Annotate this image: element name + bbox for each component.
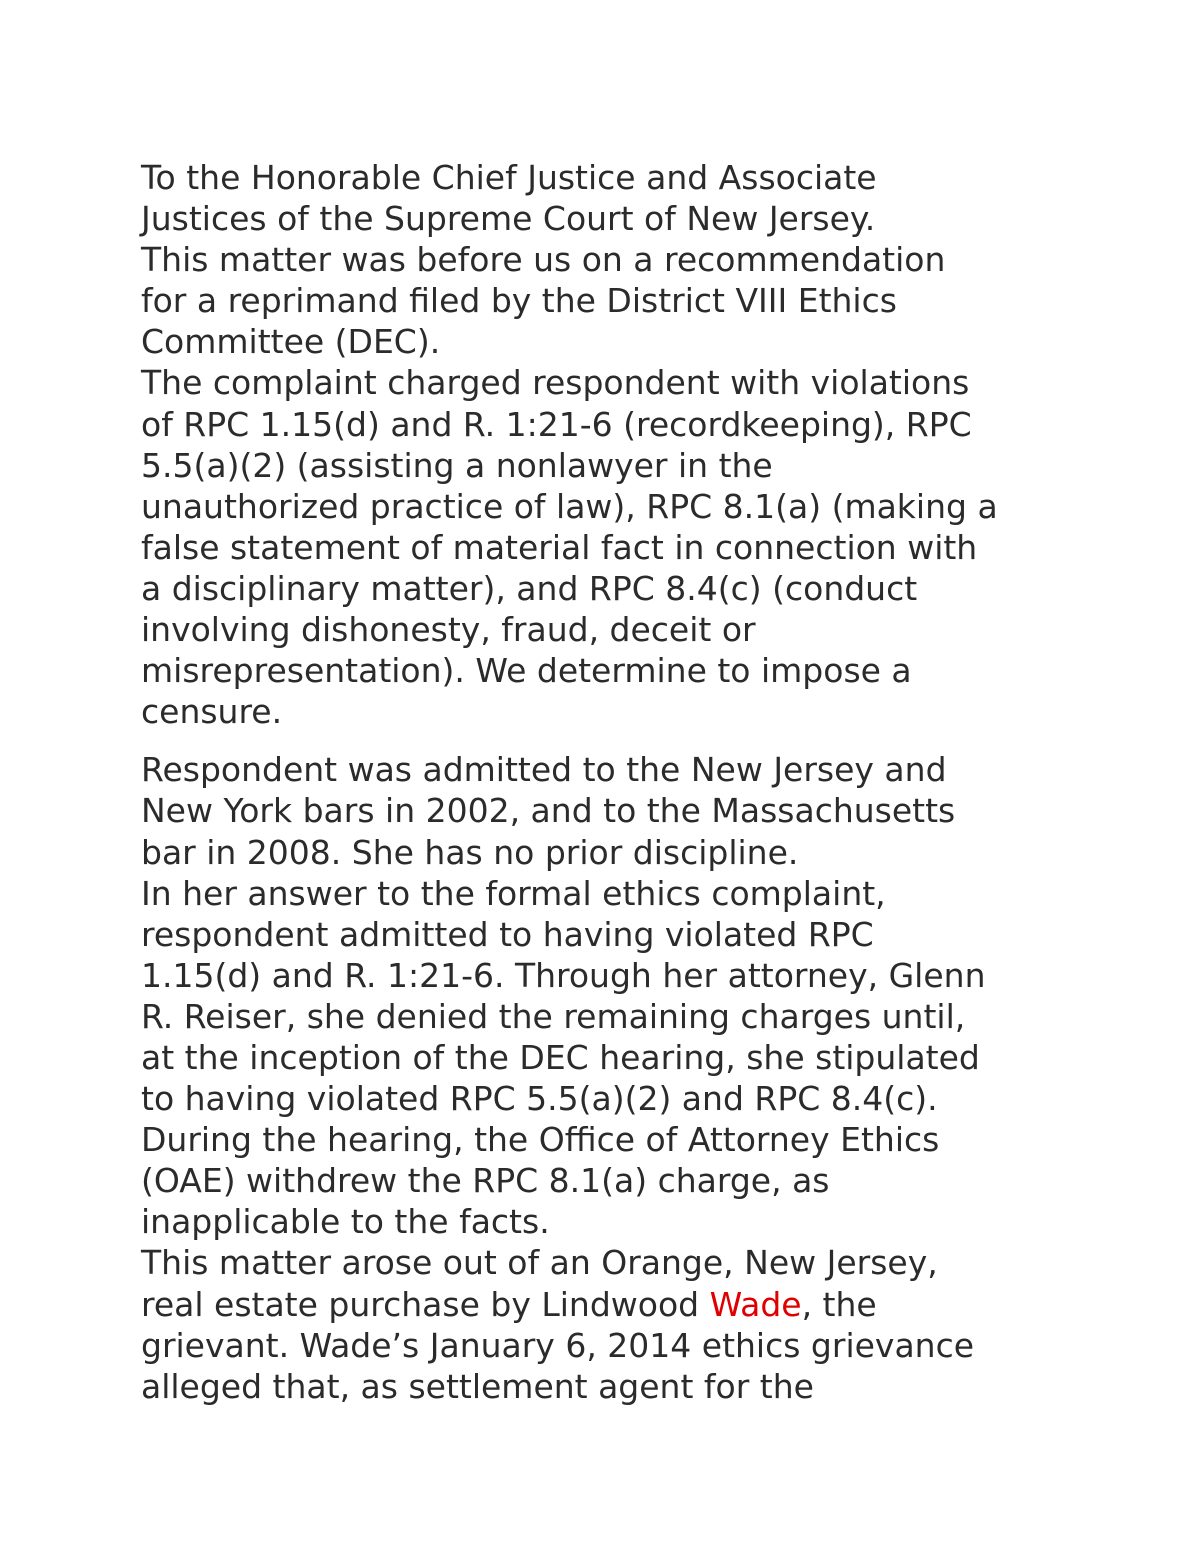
document-body [141, 157, 1066, 1407]
answer-paragraph: In her answer to the formal ethics complaint, respondent admitted to having violated RPC 1.15(d) and R. 1:21-6. Through her attorney, Glenn R. Reiser, she denied the remaining charges until, at the inception of the DEC hearing, she stipulated to having violated RPC 5.5(a)(2) and RPC 8.4(c). During the hearing, the Office of Attorney Ethics (OAE) withdrew the RPC 8.1(a) charge, as inapplicable to the facts. [141, 873, 986, 1242]
complaint-paragraph: The complaint charged respondent with violations of RPC 1.15(d) and R. 1:21-6 (recordkeeping), RPC 5.5(a)(2) (assisting a nonlawyer in the unauthorized practice of law), RPC 8.1(a) (making a false statement of material fact in connection with a disciplinary matter), and RPC 8.4(c) (conduct involving dishonesty, fraud, deceit or misrepresentation). We determine to impose a censure. [141, 363, 998, 732]
admission-paragraph: Respondent was admitted to the New Jersey and New York bars in 2002, and to the Massachusetts bar in 2008. She has no prior discipline. [141, 750, 956, 872]
salutation-paragraph: To the Honorable Chief Justice and Associate Justices of the Supreme Court of New Jersey. [141, 158, 877, 239]
matter-origin-text-end: , the grievant. Wade’s January 6, 2014 ethics grievance alleged that, as settlement agent for the [141, 1284, 975, 1406]
recommendation-paragraph: This matter was before us on a recommendation for a reprimand filed by the District VIII Ethics Committee (DEC). [141, 240, 946, 362]
highlighted-name: Wade [709, 1284, 802, 1324]
matter-origin-text-start: This matter arose out of an Orange, New Jersey, real estate purchase by Lindwood [141, 1243, 938, 1324]
matter-origin-paragraph [141, 1242, 1066, 1406]
